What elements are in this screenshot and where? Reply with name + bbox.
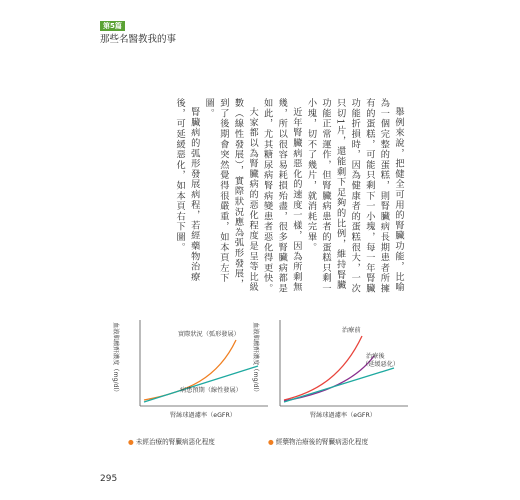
paragraph: 腎臟病的弧形發展病程，若經藥物治療後，可延緩惡化，如本頁右下圖。 [174,98,200,283]
bullet-icon: ● [128,438,134,446]
caption-left-text: 未經治療的腎臟病惡化程度 [135,438,215,446]
before-label: 治療前 [342,327,361,334]
chapter-title: 那些名醫教我的事 [100,34,177,45]
bullet-icon: ● [268,438,274,446]
caption-left [128,436,215,446]
caption-right-text: 經藥物治療後的腎臟病惡化程度 [275,438,369,446]
caption-right [268,436,368,446]
paragraph: 近年腎臟病惡化的速度一樣，因為所剩無幾，所以很容易耗損殆盡，很多腎臟病都是如此，尤其糖尿病腎病變患者惡化得更快。 [261,98,302,294]
x-axis-label: 腎絲球過濾率（eGFR） [170,412,236,419]
y-axis-label: 血液肌酸酐濃度（mg/dl） [112,322,119,396]
body-text [160,98,405,298]
chart-treated [252,318,438,426]
x-axis-label: 腎絲球過濾率（eGFR） [310,412,376,419]
paragraph: 大家都以為腎臟病的惡化程度是呈等比級數（線性發展），實際狀況應為弧形發展，到了後期會突然覺得很嚴重，如本頁左下圖。 [203,98,259,293]
expected-line [144,366,258,402]
y-axis-label: 血液肌酸酐濃度（mg/dl） [252,322,259,396]
after-label-line: 治療後 [366,353,385,360]
page-number: 295 [100,474,118,484]
actual-label: 實際狀況（弧形發展） [178,331,240,338]
after-label-sub: （延緩惡化） [362,361,400,368]
expected-label: 病患預期（線性發展） [180,387,242,394]
after-label [366,352,385,360]
paragraph: 舉例來說，把健全可用的腎臟功能，比喻為一個完整的蛋糕，則腎臟病長期患者所擁有的蛋糕，可能只剩下一小塊，每一年腎臟功能折損時，因為健康者的蛋糕很大，一次只切1片，還能剩下足夠的比例，維持腎臟功能正常運作，但腎臟病患者的蛋糕只剩一小塊，切不了幾片，就消耗完畢。 [305,98,404,294]
linear-line [284,368,394,402]
chapter-badge: 第5篇 [100,21,125,31]
